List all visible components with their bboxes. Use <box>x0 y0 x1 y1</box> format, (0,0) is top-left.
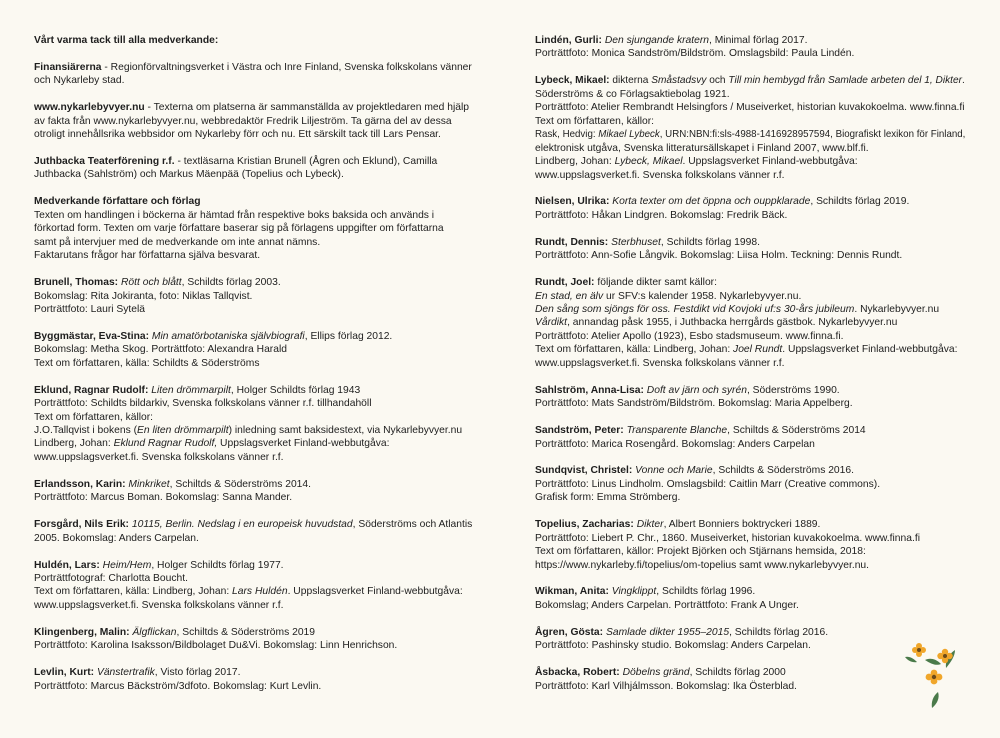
heading-text: Nielsen, Ulrika: <box>535 196 610 208</box>
body-text: Porträttfoto: Liebert P. Chr., 1860. Museiverket, historian kuvakokoelma. www.finna.fi <box>535 532 920 544</box>
title-text: Joel Rundt <box>733 344 783 356</box>
text-line <box>34 303 486 316</box>
heading-text: Rundt, Dennis: <box>535 236 609 248</box>
title-text: Småstadsvy <box>651 75 707 87</box>
title-text: Rött och blått <box>120 277 182 289</box>
credit-entry <box>34 34 486 47</box>
text-line <box>34 61 486 74</box>
body-text: , Schiltds & Söderströms 2019 <box>176 626 316 638</box>
body-text: Text om författaren, källa: Lindberg, Johan: <box>535 344 734 356</box>
title-text: En stad, en älv <box>535 290 604 302</box>
text-line <box>535 545 965 558</box>
text-line <box>34 357 486 370</box>
body-text: Porträttfoto: Schildts bildarkiv, Svenska folkskolans vänner r.f. tillhandahöll <box>34 398 372 410</box>
body-text: Bokomslag: Rita Jokiranta, foto: Niklas Tallqvist. <box>34 290 253 302</box>
body-text: , Schildts & Söderströms 2016. <box>712 465 854 477</box>
body-text: Porträttfoto: Marica Rosengård. Bokomslag: Anders Carpelan <box>535 438 815 450</box>
heading-text: Levlin, Kurt: <box>34 667 95 679</box>
body-text: Bokomslag: Metha Skog. Porträttfoto: Alexandra Harald <box>34 344 287 356</box>
body-text: Porträttfoto: Marcus Boman. Bokomslag: Sanna Mander. <box>34 492 293 504</box>
heading-text: Sandström, Peter: <box>535 425 624 437</box>
text-line <box>535 290 965 303</box>
credit-entry <box>34 155 486 182</box>
heading-text: Finansiärerna <box>34 61 102 73</box>
credit-entry <box>34 626 486 653</box>
text-line <box>535 316 965 329</box>
title-text: Vänstertrafik <box>96 667 155 679</box>
body-text: . Nykarlebyvyer.nu <box>854 304 940 315</box>
heading-text: Huldén, Lars: <box>34 559 100 571</box>
text-line <box>34 330 486 343</box>
title-text: Lybeck, Mikael <box>614 156 683 168</box>
text-line <box>535 397 965 410</box>
text-line <box>34 222 486 235</box>
text-line <box>34 518 486 531</box>
body-text: , Schildts förlag 1996. <box>656 586 756 598</box>
credit-entry <box>34 330 486 370</box>
text-line <box>34 572 486 585</box>
body-text: Porträttfoto: Linus Lindholm. Omslagsbild: Caitlin Marr (Creative commons). <box>535 478 881 490</box>
title-text: Till min hembygd från Samlade arbeten del 1, Dikter <box>728 75 962 87</box>
body-text: 2005. Bokomslag: Anders Carpelan. <box>34 532 199 544</box>
credit-entry <box>34 61 486 88</box>
body-text: , Ellips förlag 2012. <box>304 330 393 342</box>
credit-entry <box>535 464 965 504</box>
body-text: och <box>706 75 729 87</box>
heading-text: Byggmästar, Eva-Stina: <box>34 330 150 342</box>
text-line <box>535 491 965 504</box>
body-text: Söderströms & co Förlagsaktiebolag 1921. <box>535 88 730 100</box>
text-line <box>535 155 965 168</box>
heading-text: Topelius, Zacharias: <box>535 519 634 531</box>
text-line <box>535 276 965 289</box>
text-line <box>34 236 486 249</box>
text-line <box>535 343 965 356</box>
left-column <box>34 34 486 706</box>
body-text: , annandag påsk 1955, i Juthbacka herrgårds gästbok. Nykarlebyvyer.nu <box>567 317 898 329</box>
body-text: . Uppslagsverket Finland-webbutgåva: <box>287 586 463 598</box>
body-text: Faktarutans frågor har författarna själva besvarat. <box>34 250 261 262</box>
credit-entry <box>34 276 486 316</box>
body-text: , Schildts förlag 1998. <box>660 236 760 248</box>
text-line <box>34 411 486 424</box>
title-text: Dikter <box>636 519 664 531</box>
credit-entry <box>535 518 965 572</box>
heading-text: Lybeck, Mikael: <box>535 75 610 87</box>
credit-entry <box>535 384 965 411</box>
body-text: , Albert Bonniers boktryckeri 1889. <box>663 519 821 531</box>
text-line <box>34 384 486 397</box>
heading-text: Åsbacka, Robert: <box>535 667 620 679</box>
body-text: ) inledning samt baksidestext, via Nykarlebyvyer.nu <box>228 425 463 437</box>
text-line <box>535 384 965 397</box>
text-line <box>34 276 486 289</box>
title-text: Den sång som sjöngs för oss. Festdikt vid Kovjoki uf:s 30-års jubileum <box>535 304 855 315</box>
credit-entry <box>535 74 965 182</box>
body-text: Rask, Hedvig: <box>535 129 599 141</box>
text-line <box>34 666 486 679</box>
text-line <box>535 169 965 182</box>
text-line <box>535 532 965 545</box>
text-line <box>34 559 486 572</box>
text-line <box>34 424 486 437</box>
body-text: ur SFV:s kalender 1958. Nykarlebyvyer.nu. <box>603 290 802 302</box>
text-line <box>535 438 965 451</box>
flower-decoration-icon <box>905 640 965 710</box>
heading-text: Brunell, Thomas: <box>34 277 119 289</box>
text-line <box>535 424 965 437</box>
body-text: . Uppslagsverket Finland-webbutgåva: <box>682 156 858 168</box>
credit-entry <box>535 626 965 653</box>
credit-entry <box>34 101 486 141</box>
body-text: J.O.Tallqvist i bokens ( <box>34 425 138 437</box>
body-text: Porträttfoto: Monica Sandström/Bildström. Omslagsbild: Paula Lindén. <box>535 48 855 60</box>
text-line <box>535 599 965 612</box>
text-line <box>34 451 486 464</box>
body-text: Bokomslag; Anders Carpelan. Porträttfoto: Frank A Unger. <box>535 599 799 611</box>
body-text: www.uppslagsverket.fi. Svenska folkskolans vänner r.f. <box>34 451 284 463</box>
body-text: - Regionförvaltningsverket i Västra och Inre Finland, Svenska folkskolans vänner <box>101 61 472 73</box>
text-line <box>535 128 966 141</box>
text-line <box>34 195 486 208</box>
credit-entry <box>535 585 965 612</box>
title-text: Sterbhuset <box>611 236 661 248</box>
title-text: Min amatörbotaniska självbiografi <box>151 330 305 342</box>
title-text: 10115, Berlin. Nedslag i en europeisk huvudstad <box>131 519 353 531</box>
title-text: Vonne och Marie <box>635 465 713 477</box>
body-text: , Schildts förlag 2016. <box>729 626 829 638</box>
text-line <box>34 585 486 598</box>
body-text: www.uppslagsverket.fi. Svenska folkskolans vänner r.f. <box>535 357 785 369</box>
title-text: Doft av järn och syrén <box>646 384 747 396</box>
text-line <box>34 343 486 356</box>
body-text: Porträttfoto: Ann-Sofie Långvik. Bokomslag: Liisa Holm. Teckning: Dennis Rundt. <box>535 250 903 262</box>
text-line <box>34 491 486 504</box>
credit-entry <box>535 34 965 61</box>
title-text: En liten drömmarpilt <box>137 425 229 437</box>
text-line <box>34 599 486 612</box>
credit-entry <box>34 195 486 262</box>
text-line <box>535 357 965 370</box>
body-text: Text om författaren, källa: Schildts & Söderströms <box>34 357 260 369</box>
title-text: Korta texter om det öppna och ouppklarade <box>612 196 811 208</box>
body-text: www.uppslagsverket.fi. Svenska folkskolans vänner r.f. <box>535 169 785 181</box>
body-text: . <box>961 75 965 87</box>
text-line <box>34 128 486 141</box>
text-line <box>535 209 965 222</box>
body-text: dikterna <box>609 75 652 87</box>
text-line <box>34 115 486 128</box>
heading-text: Forsgård, Nils Erik: <box>34 519 129 531</box>
body-text: Porträttfoto: Karolina Isaksson/Bildbolaget Du&Vi. Bokomslag: Linn Henrichson. <box>34 640 398 652</box>
body-text: , Schildts förlag 2000 <box>689 667 786 679</box>
text-line <box>34 168 486 181</box>
body-text: Porträttfoto: Mats Sandström/Bildström. Bokomslag: Maria Appelberg. <box>535 398 853 410</box>
body-text: , Söderströms 1990. <box>746 384 840 396</box>
text-line <box>535 47 965 60</box>
title-text: Döbelns gränd <box>622 667 690 679</box>
text-line <box>535 303 965 316</box>
credit-entry <box>34 518 486 545</box>
text-line <box>34 626 486 639</box>
body-text: samt på intervjuer med de medverkande om inte annat nämns. <box>34 236 321 248</box>
body-text: Porträttfoto: Lauri Sytelä <box>34 303 146 315</box>
heading-text: Sahlström, Anna-Lisa: <box>535 384 644 396</box>
heading-text: Klingenberg, Malin: <box>34 626 130 638</box>
title-text: Vingklippt <box>611 586 657 598</box>
heading-text: Juthbacka Teaterförening r.f. <box>34 156 175 168</box>
heading-text: Wikman, Anita: <box>535 586 609 598</box>
text-line <box>535 236 965 249</box>
body-text: https://www.nykarleby.fi/topelius/om-topelius samt www.nykarlebyvyer.nu. <box>535 559 870 571</box>
body-text: Porträttfoto: Pashinsky studio. Bokomslag: Anders Carpelan. <box>535 640 811 652</box>
credit-entry <box>535 666 965 693</box>
text-line <box>34 680 486 693</box>
body-text: Texten om handlingen i böckerna är hämtad från respektive boks baksida och används i <box>34 209 435 221</box>
text-line <box>535 626 965 639</box>
text-line <box>535 559 965 572</box>
body-text: av fakta från www.nykarlebyvyer.nu, webbredaktör Fredrik Liljeström. Ta gärna del av dessa <box>34 115 452 127</box>
title-text: Vårdikt <box>535 317 568 329</box>
text-line <box>535 88 965 101</box>
credit-entry <box>34 478 486 505</box>
body-text: följande dikter samt källor: <box>594 277 717 289</box>
heading-text: Sundqvist, Christel: <box>535 465 633 477</box>
credit-entry <box>535 424 965 451</box>
heading-text: Medverkande författare och förlag <box>34 196 201 208</box>
body-text: förkortad form. Texten om varje författare baserar sig på förlagens uppgifter om författarna <box>34 223 444 235</box>
text-line <box>34 101 486 114</box>
body-text: Text om författaren, källor: <box>34 411 154 423</box>
heading-text: Vårt varma tack till alla medverkande: <box>34 35 219 46</box>
title-text: Lars Huldén <box>232 586 288 598</box>
text-line <box>535 518 965 531</box>
body-text: , Schildts förlag 2019. <box>810 196 910 208</box>
heading-text: Ågren, Gösta: <box>535 626 604 638</box>
body-text: Text om författaren, källor: <box>535 115 655 127</box>
title-text: Samlade dikter 1955–2015 <box>605 626 730 638</box>
body-text: Porträttfoto: Marcus Bäckström/3dfoto. Bokomslag: Kurt Levlin. <box>34 680 322 692</box>
text-line <box>34 397 486 410</box>
credit-entry <box>34 666 486 693</box>
title-text: Mikael Lybeck <box>598 129 660 141</box>
body-text: , Söderströms och Atlantis <box>352 519 473 531</box>
body-text: . Uppslagsverket Finland-webbutgåva: <box>782 344 958 356</box>
credit-entry <box>535 195 965 222</box>
body-text: Grafisk form: Emma Strömberg. <box>535 492 681 504</box>
heading-text: Erlandsson, Karin: <box>34 478 126 490</box>
body-text: , Schiltds & Söderströms 2014. <box>169 478 311 490</box>
body-text: Porträttfoto: Atelier Apollo (1923), Esbo stadsmuseum. www.finna.fi. <box>535 330 844 342</box>
body-text: , Holger Schildts förlag 1977. <box>151 559 284 571</box>
heading-text: www.nykarlebyvyer.nu <box>34 102 145 114</box>
body-text: www.uppslagsverket.fi. Svenska folkskolans vänner r.f. <box>34 599 284 611</box>
body-text: Text om författaren, källa: Lindberg, Johan: <box>34 586 233 598</box>
text-line <box>34 155 486 168</box>
body-text: Lindberg, Johan: <box>34 438 114 450</box>
title-text: Älgflickan <box>132 626 177 638</box>
body-text: Text om författaren, källor: Projekt Björken och Stjärnans hemsida, 2018: <box>535 546 866 558</box>
body-text: Juthbacka (Sahlström) och Markus Mäenpää (Topelius och Lybeck). <box>34 169 344 181</box>
text-line <box>535 639 965 652</box>
heading-text: Lindén, Gurli: <box>535 35 602 46</box>
credit-entry <box>34 559 486 613</box>
body-text: - Texterna om platserna är sammanställda av projektledaren med hjälp <box>144 102 469 114</box>
title-text: Liten drömmarpilt <box>151 384 231 396</box>
body-text: - textläsarna Kristian Brunell (Ågren och Eklund), Camilla <box>174 156 438 168</box>
text-line <box>535 34 965 47</box>
text-line <box>34 290 486 303</box>
text-line <box>535 115 965 128</box>
text-line <box>34 532 486 545</box>
body-text: , URN:NBN:fi:sls-4988-1416928957594, Biografiskt lexikon för Finland, <box>659 129 966 141</box>
body-text: , Schiltds & Söderströms 2014 <box>727 425 866 437</box>
text-line <box>535 142 965 155</box>
text-line <box>535 195 965 208</box>
credit-entry <box>535 236 965 263</box>
text-line <box>535 680 965 693</box>
text-line <box>34 639 486 652</box>
text-line <box>535 464 965 477</box>
text-line <box>34 209 486 222</box>
heading-text: Eklund, Ragnar Rudolf: <box>34 384 149 396</box>
credit-entry <box>535 276 965 370</box>
text-line <box>535 249 965 262</box>
body-text: Porträttfoto: Håkan Lindgren. Bokomslag: Fredrik Bäck. <box>535 209 788 221</box>
body-text: Lindberg, Johan: <box>535 156 615 168</box>
body-text: otroligt innehållsrika webbsidor om Nykarleby förr och nu. Ett särskilt tack till Lars Pensar. <box>34 129 441 141</box>
title-text: Heim/Hem <box>102 559 152 571</box>
body-text: , Minimal förlag 2017. <box>709 35 808 46</box>
right-column <box>535 34 965 706</box>
text-line <box>535 74 965 87</box>
body-text: elektronisk utgåva, Svenska litteratursällskapet i Finland 2007, www.blf.fi. <box>535 142 869 154</box>
body-text: , Schildts förlag 2003. <box>181 277 281 289</box>
text-line <box>535 666 965 679</box>
text-line <box>535 585 965 598</box>
text-line <box>34 249 486 262</box>
body-text: och Nykarleby stad. <box>34 75 125 87</box>
body-text: Porträttfotograf: Charlotta Boucht. <box>34 572 188 584</box>
body-text: , Visto förlag 2017. <box>154 667 241 679</box>
text-line <box>34 478 486 491</box>
title-text: Transparente Blanche <box>626 425 728 437</box>
title-text: Minkriket <box>128 478 170 490</box>
text-line <box>34 74 486 87</box>
title-text: Eklund Ragnar Rudolf, <box>113 438 218 450</box>
text-line <box>34 34 486 47</box>
body-text: Uppslagsverket Finland-webbutgåva: <box>217 438 390 450</box>
title-text: Den sjungande kratern <box>604 35 709 46</box>
text-line <box>535 330 965 343</box>
text-line <box>34 437 486 450</box>
heading-text: Rundt, Joel: <box>535 277 595 289</box>
body-text: Porträttfoto: Atelier Rembrandt Helsingfors / Museiverket, historian kuvakokoelma. www.finna.fi <box>535 102 965 114</box>
text-line <box>535 101 963 114</box>
text-line <box>535 478 965 491</box>
body-text: , Holger Schildts förlag 1943 <box>230 384 361 396</box>
body-text: Porträttfoto: Karl Vilhjálmsson. Bokomslag: Ika Österblad. <box>535 680 797 692</box>
credit-entry <box>34 384 486 465</box>
